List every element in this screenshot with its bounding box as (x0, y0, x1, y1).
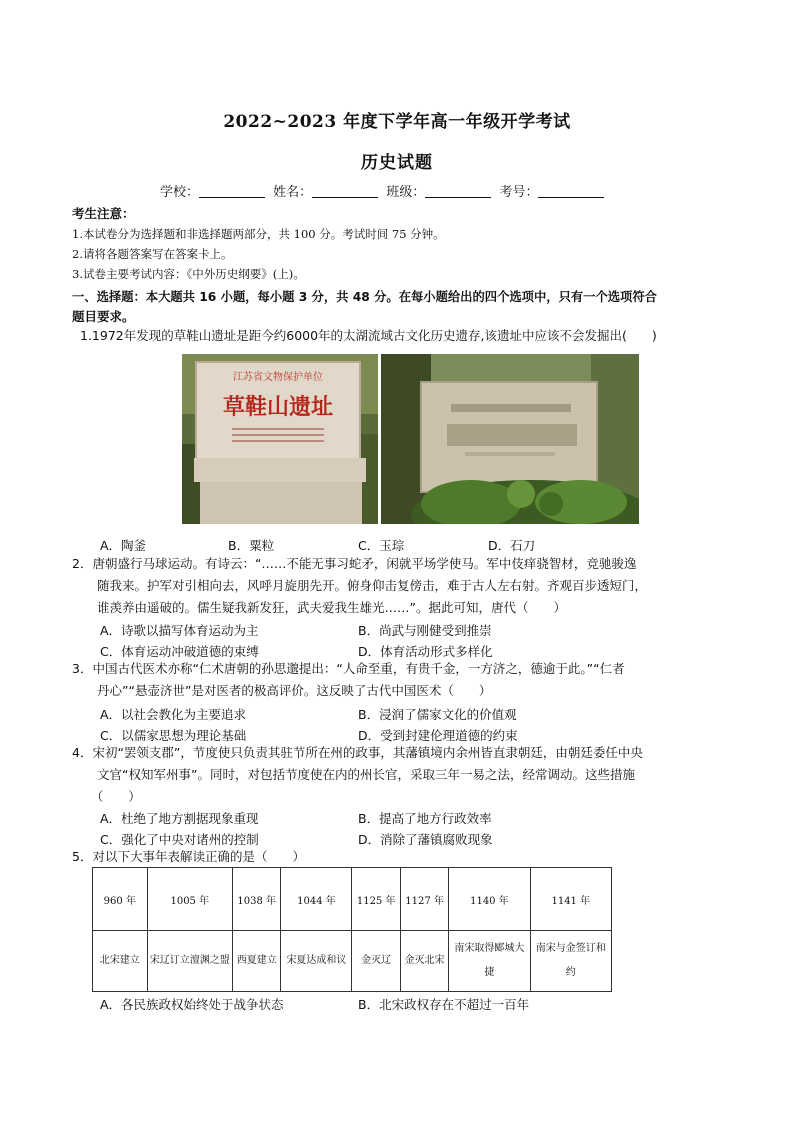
question-4-line-3: （ ） (72, 789, 141, 804)
notice-item-3: 3.试卷主要考试内容：《中外历史纲要》(上)。 (72, 267, 305, 281)
exam-subtitle: 历史试题 (361, 153, 433, 173)
student-info-line (160, 181, 608, 200)
timeline-event: 金灭辽 (352, 931, 400, 992)
name-blank[interactable] (312, 185, 378, 198)
photo-stone-marker-left (182, 354, 378, 524)
notice-heading: 考生注意： (72, 206, 135, 221)
q1-option-c[interactable]: C．玉琮 (358, 538, 405, 553)
class-label: 班级： (386, 185, 426, 200)
q4-option-d[interactable]: D．消除了藩镇腐败现象 (358, 832, 493, 847)
q3-option-b[interactable]: B．浸润了儒家文化的价值观 (358, 707, 517, 722)
number-blank[interactable] (538, 185, 604, 198)
question-4-stem (72, 742, 732, 808)
q3-option-a[interactable]: A．以社会教化为主要追求 (100, 707, 247, 722)
timeline-event: 宋辽订立澶渊之盟 (147, 931, 232, 992)
timeline-year: 1005 年 (147, 868, 232, 931)
class-blank[interactable] (425, 185, 491, 198)
name-label: 姓名： (273, 185, 313, 200)
q2-option-b[interactable]: B．尚武与刚健受到推崇 (358, 623, 492, 638)
timeline-year: 1125 年 (352, 868, 400, 931)
question-3-stem (72, 658, 732, 702)
notice-item-1: 1.本试卷分为选择题和非选择题两部分，共 100 分。考试时间 75 分钟。 (72, 227, 445, 241)
exam-title: 2022~2023 年度下学年高一年级开学考试 (223, 112, 571, 132)
timeline-year: 1038 年 (233, 868, 281, 931)
timeline-event: 宋夏达成和议 (281, 931, 352, 992)
q3-option-d[interactable]: D．受到封建伦理道德的约束 (358, 728, 518, 743)
timeline-table (92, 867, 612, 992)
section-heading-line1: 一、选择题：本大题共 16 小题，每小题 3 分，共 48 分。在每小题给出的四个选项中，只有一个选项符合 (72, 290, 657, 304)
question-5-line-1: 5．对以下大事年表解读正确的是（ ） (72, 849, 305, 864)
q5-option-b[interactable]: B．北宋政权存在不超过一百年 (358, 997, 530, 1012)
timeline-event: 北宋建立 (93, 931, 148, 992)
school-label: 学校： (160, 185, 200, 200)
q4-option-b[interactable]: B．提高了地方行政效率 (358, 811, 492, 826)
left-sign-text-1: 江苏省文物保护单位 (233, 372, 323, 383)
q1-option-b[interactable]: B．粟粒 (228, 538, 275, 553)
q5-option-a[interactable]: A．各民族政权始终处于战争状态 (100, 997, 284, 1012)
section-heading-line2: 题目要求。 (72, 309, 135, 324)
timeline-year: 1044 年 (281, 868, 352, 931)
left-sign-text-2: 草鞋山遗址 (222, 394, 334, 420)
timeline-event: 金灭北宋 (400, 931, 448, 992)
school-blank[interactable] (199, 185, 265, 198)
question-2-line-1: 2．唐朝盛行马球运动。有诗云：“……不能无事习蛇矛，闲就平场学使马。军中伎痒骁智材，竞驰骏逸 (72, 556, 637, 571)
question-4-line-2: 文官“权知军州事”。同时，对包括节度使在内的州长官，采取三年一易之法，经常调动。这些措施 (72, 767, 635, 782)
timeline-events-row (93, 931, 612, 992)
photo-stone-marker-right (381, 354, 639, 524)
question-1-stem (80, 325, 740, 347)
number-label: 考号： (499, 185, 539, 200)
q1-option-a[interactable]: A．陶釜 (100, 538, 147, 553)
question-2-line-3: 谁羡养由遥破的。儒生疑我新发狂，武夫爱我生雄光……”。据此可知，唐代（ ） (72, 600, 566, 615)
q4-option-c[interactable]: C．强化了中央对诸州的控制 (100, 832, 259, 847)
q1-option-d[interactable]: D．石刀 (488, 538, 536, 553)
timeline-years-row (93, 868, 612, 931)
timeline-event: 南宋取得郾城大捷 (449, 931, 530, 992)
q2-option-d[interactable]: D．体育活动形式多样化 (358, 644, 493, 659)
question-2-stem (72, 553, 732, 619)
q2-option-c[interactable]: C．体育运动冲破道德的束缚 (100, 644, 259, 659)
notice-item-2: 2.请将各题答案写在答案卡上。 (72, 247, 233, 261)
timeline-year: 1127 年 (400, 868, 448, 931)
question-3-line-1: 3．中国古代医术亦称“仁术唐朝的孙思邈提出：“人命至重，有贵千金，一方济之，德逾于此。”“仁者 (72, 661, 625, 676)
question-1-line-1: 1.1972年发现的草鞋山遗址是距今约6000年的太湖流域古文化历史遗存,该遗址中应该不会发掘出( ) (80, 328, 657, 343)
question-3-line-2: 丹心”“悬壶济世”是对医者的极高评价。这反映了古代中国医术（ ） (72, 683, 492, 698)
question-5-stem (72, 846, 732, 868)
q3-option-c[interactable]: C．以儒家思想为理论基础 (100, 728, 247, 743)
q2-option-a[interactable]: A．诗歌以描写体育运动为主 (100, 623, 259, 638)
question-2-line-2: 随我来。护军对引相向去，风呼月旋朋先开。俯身仰击复傍击，难于古人左右射。齐观百步透短门， (72, 578, 648, 593)
timeline-year: 1141 年 (530, 868, 611, 931)
timeline-year: 960 年 (93, 868, 148, 931)
question-4-line-1: 4．宋初“罢领支郡”，节度使只负责其驻节所在州的政事，其藩镇境内余州皆直隶朝廷，由朝廷委任中央 (72, 745, 643, 760)
timeline-event: 南宋与金签订和约 (530, 931, 611, 992)
q4-option-a[interactable]: A．杜绝了地方割据现象重现 (100, 811, 259, 826)
timeline-year: 1140 年 (449, 868, 530, 931)
timeline-event: 西夏建立 (233, 931, 281, 992)
